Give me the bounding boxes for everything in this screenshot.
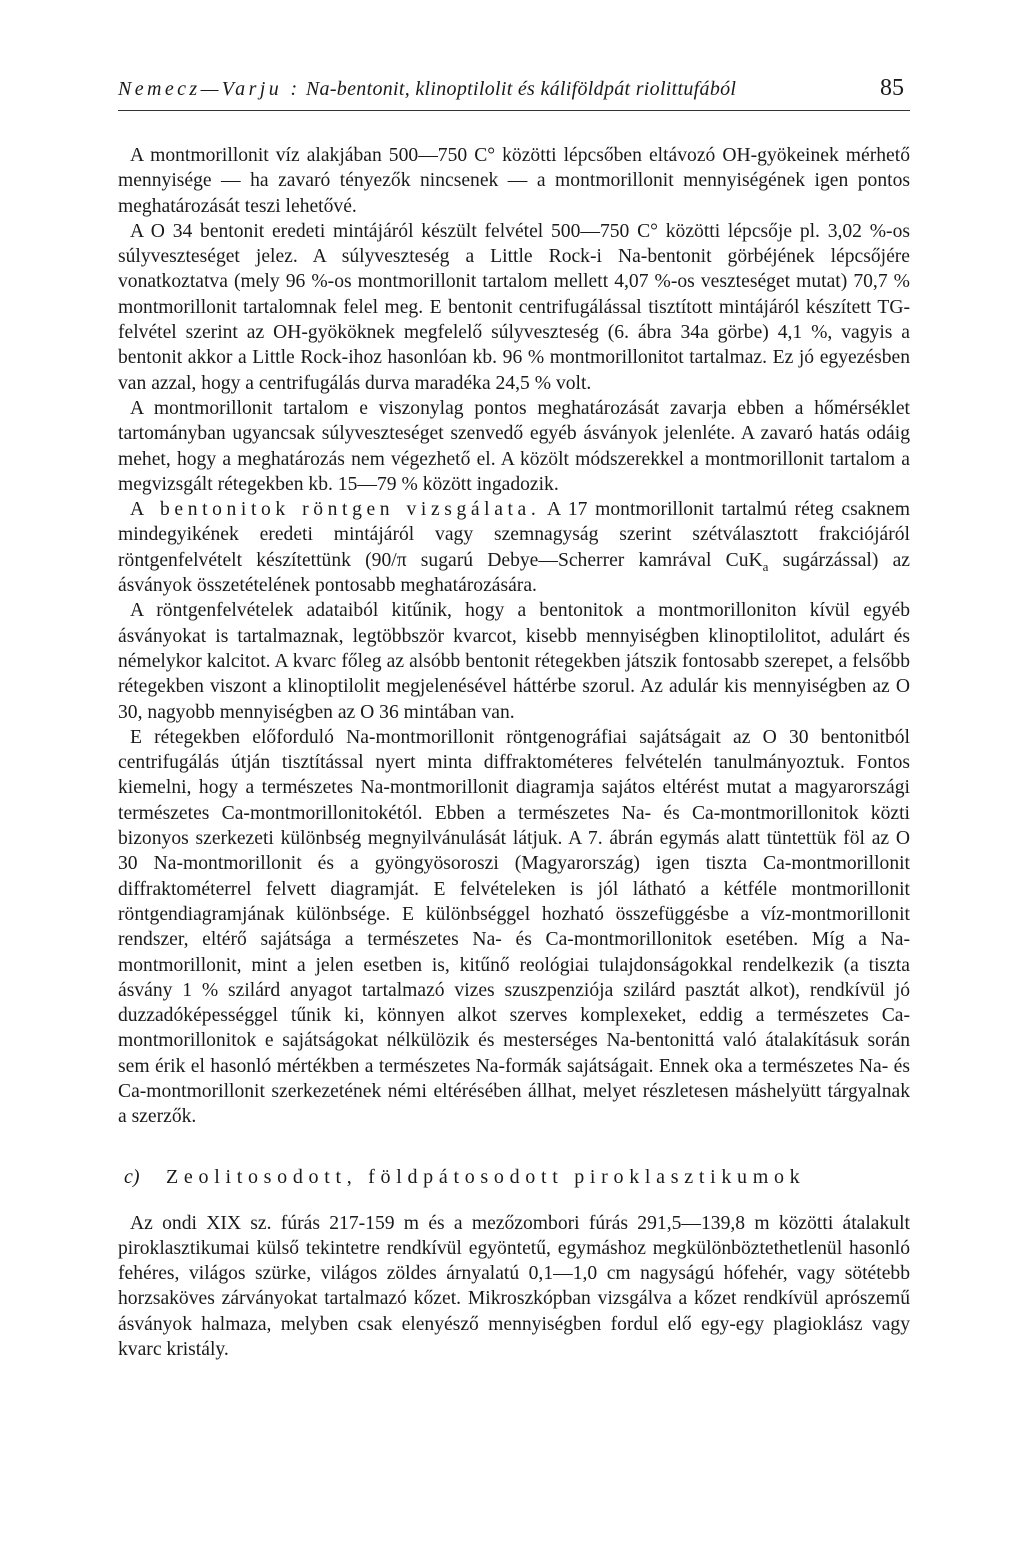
final-body-text [118, 1211, 910, 1363]
paragraph-1: A montmorillonit víz alakjában 500—750 C° közötti lépcsőben eltávozó OH-gyökeinek mérhető mennyisége — ha zavaró tényezők nincsenek — a montmorillonit mennyiségének igen pontos meghatározását teszi lehetővé. [118, 145, 910, 217]
paragraph-xray [118, 497, 910, 598]
paragraph-5: A röntgenfelvételek adataiból kitűnik, hogy a bentonitok a montmorilloniton kívül egyéb ásványokat is tartalmaznak, legtöbbször kvarcot, kisebb mennyiségben klinoptilolitot, adulárt és némelykor kalcitot. A kvarc főleg az alsóbb bentonit rétegekben játszik fontosabb szerepet, a felsőbb rétegekben viszont a klinoptilolit megjelenésével háttérbe szorul. Az adulár kis mennyiségben az O 30, nagyobb mennyiségben az O 36 mintában van. [118, 600, 910, 723]
section-heading-c [118, 1166, 910, 1189]
section-letter: c) [124, 1165, 140, 1188]
body-text [118, 143, 910, 1130]
running-head [118, 70, 910, 111]
section-title: Zeolitosodott, földpátosodott piroklasztikumok [166, 1165, 806, 1188]
journal-page [118, 70, 910, 1362]
running-head-title: Na-bentonit, klinoptilolit és káliföldpát riolittufából [305, 78, 737, 100]
running-head-authors: Nemecz—Varju : [118, 78, 301, 100]
page-number: 85 [880, 75, 904, 101]
paragraph-2: A O 34 bentonit eredeti mintájáról készült felvétel 500—750 C° közötti lépcsője pl. 3,02 %-os súlyveszteséget jelez. A súlyveszteség a Little Rock-i Na-bentonit görbéjének lépcsőjére vonatkoztatva (mely 96 %-os montmorillonit tartalom mellett 4,07 %-os veszteséget mutat) 70,7 % montmorillonit tartalomnak felel meg. E bentonit centrifugálással tisztított mintájáról készített TG-felvétel szerint az OH-gyököknek megfelelő súlyveszteség (6. ábra 34a görbe) 4,1 %, vagyis a bentonit akkor a Little Rock-ihoz hasonlóan kb. 96 % montmorillonitot tartalmaz. Ez jó egyezésben van azzal, hogy a centrifugálás durva maradéka 24,5 % volt. [118, 220, 910, 394]
running-title [118, 78, 736, 101]
xray-text-1: A 17 montmorillonit tartalmú réteg csaknem mindegyikének eredeti mintájáról vagy szemnagyság szerint szétválasztott frakciójáról röntgenfelvételt készítettünk (90/π sugarú Debye—Scherrer kamrával CuK [118, 499, 910, 571]
xray-subscript: a [762, 558, 769, 574]
paragraph-final: Az ondi XIX sz. fúrás 217-159 m és a mezőzombori fúrás 291,5—139,8 m közötti átalakult piroklasztikumai külső tekintetre rendkívül egyöntetű, egymáshoz megkülönböztethetlenül hasonló fehéres, világos szürke, világos zöldes árnyalatú 0,1—1,0 cm nagyságú hófehér, vagy sötétebb horzsaköves zárványokat tartalmazó kőzet. Mikroszkópban vizsgálva a kőzet rendkívül aprószemű ásványok halmaza, melyben csak elenyésző mennyiségben fordul elő egy-egy plagioklász vagy kvarc kristály. [118, 1212, 910, 1361]
paragraph-6: E rétegekben előforduló Na-montmorillonit röntgenográfiai sajátságait az O 30 bentonitból centrifugálás útján tisztítással nyert minta diffraktométeres felvételén tanulmányoztuk. Fontos kiemelni, hogy a természetes Na-montmorillonit diagramja sajátos eltérést mutat a magyarországi természetes Ca-montmorillonitokétól. Ebben a természetes Na- és Ca-montmorillonitok közti bizonyos szerkezeti különbség megnyilvánulását látjuk. A 7. ábrán egymás alatt tüntettük föl az O 30 Na-montmorillonit és a gyöngyösoroszi (Magyarország) igen tiszta Ca-montmorillonit diffraktométerrel felvett diagramját. E felvételeken is jól látható a kétféle montmorillonit röntgendiagramjának különbsége. E különbséggel hozható összefüggésbe a víz-montmorillonit rendszer, eltérő sajátsága a természetes Na- és Ca-montmorillonitok esetében. Míg a Na-montmorillonit, mint a jelen esetben is, kitűnő reológiai tulajdonságokkal rendelkezik (a tiszta ásvány 1 % szilárd anyagot tartalmazó vizes szuszpenziója szilárd pasztát alkot), rendkívül jó duzzadóképességgel tűnik ki, könnyen alkot szerves komplexeket, eddig a természetes Ca-montmorillonitok e sajátságokat nélkülözik és mesterséges Na-bentonittá való átalakításuk során sem érik el hasonló mértékben a természetes Na-formák sajátságait. Ennek oka a természetes Na- és Ca-montmorillonit szerkezetének némi eltérésében állhat, melyet részletesen máshelyütt tárgyalnak a szerzők. [118, 726, 910, 1128]
xray-text-2: sugárzással) az ásványok összetételének pontosabb meghatározására. [118, 549, 910, 597]
paragraph-3: A montmorillonit tartalom e viszonylag pontos meghatározását zavarja ebben a hőmérséklet tartományban ugyancsak súlyveszteséget szenvedő egyéb ásványok jelenléte. A zavaró hatás odáig mehet, hogy a meghatározás nem végezhető el. A közölt módszerekkel a montmorillonit tartalom a megvizsgált rétegekben kb. 15—79 % között ingadozik. [118, 397, 910, 495]
xray-heading: A bentonitok röntgen vizsgálata. [130, 499, 541, 521]
